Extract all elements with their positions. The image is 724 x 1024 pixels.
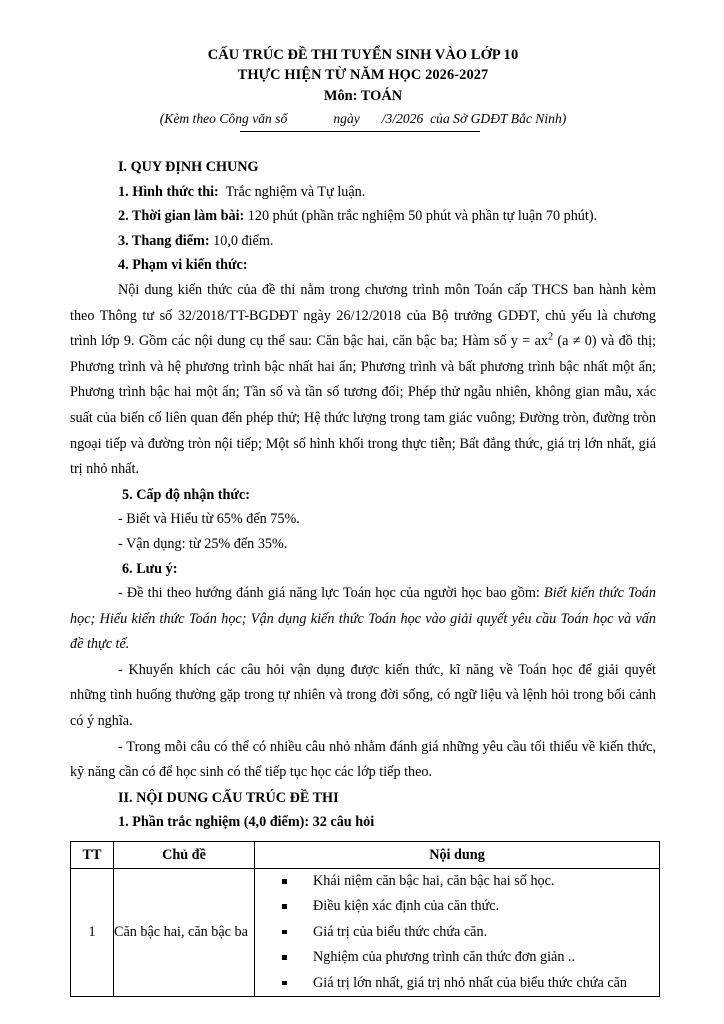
section-heading-i: I. QUY ĐỊNH CHUNG — [118, 159, 259, 175]
list-item: Giá trị lớn nhất, giá trị nhỏ nhất của biểu thức chứa căn — [255, 971, 659, 996]
reference-suffix: của Sở GDĐT Bắc Ninh) — [430, 111, 567, 126]
item-pham-vi-kien-thuc: 4. Phạm vi kiến thức: — [118, 257, 248, 274]
document-body — [70, 155, 656, 997]
reference-date-label: ngày — [333, 111, 360, 126]
table-cell-content — [255, 869, 660, 997]
item-hinh-thuc-thi-label: 1. Hình thức thi: — [118, 183, 219, 200]
list-item: Giá trị của biểu thức chứa căn. — [255, 920, 659, 945]
item-thoi-gian-lam-bai — [70, 204, 656, 229]
document-reference-line — [70, 109, 656, 129]
reference-date-value: /3/2026 — [381, 111, 424, 126]
section-heading-ii: II. NỘI DUNG CẤU TRÚC ĐỀ THI — [118, 789, 339, 806]
reference-fill-in-underline — [240, 131, 480, 132]
list-item: Khái niệm căn bậc hai, căn bậc hai số học. — [255, 869, 659, 894]
item-thang-diem — [70, 229, 656, 254]
note-1-italic: Biết kiến thức Toán học; Hiểu kiến thức Toán học; Vận dụng kiến thức Toán học vào giải quyết yêu cầu Toán học và vấn đề thực tế. — [70, 585, 656, 653]
note-3: - Trong mỗi câu có thể có nhiều câu nhỏ nhằm đánh giá những yêu cầu tối thiểu về kiến thức, kỹ năng cần có để học sinh có thể tiếp tục học các lớp tiếp theo. — [70, 738, 656, 781]
document-title-line-2: THỰC HIỆN TỪ NĂM HỌC 2026-2027 — [237, 66, 489, 83]
item-thoi-gian-label: 2. Thời gian làm bài: — [118, 208, 245, 225]
table-body — [71, 869, 660, 997]
item-hinh-thuc-thi — [70, 180, 656, 205]
table-column-header-tt: TT — [71, 842, 114, 869]
document-title-line-1: CẤU TRÚC ĐỀ THI TUYỂN SINH VÀO LỚP 10 — [207, 47, 519, 63]
scope-paragraph-part-2: (a ≠ 0) và đồ thị; Phương trình và hệ phương trình bậc nhất hai ẩn; Phương trình và bất phương trình bậc nhất một ẩn; Phương trình bậc hai một ẩn; Tần số và tần số tương đối; Phép thử ngẫu nhiên, không gian mẫu, xác suất của biến cố liên quan đến phép thử; Hệ thức lượng trong tam giác vuông; Đường tròn, đường tròn ngoại tiếp và đường tròn nội tiếp; Một số hình khối trong thực tiễn; Bất đẳng thức, giá trị lớn nhất, giá trị nhỏ nhất. — [70, 333, 656, 478]
reference-prefix: (Kèm theo Công văn số — [159, 111, 288, 126]
list-item: Nghiệm của phương trình căn thức đơn giản .. — [255, 945, 659, 970]
note-1 — [70, 581, 656, 658]
note-1-plain: - Đề thi theo hướng đánh giá năng lực Toán học của người học bao gồm: — [118, 585, 545, 602]
table-cell-tt: 1 — [71, 869, 114, 997]
level-van-dung: - Vận dụng: từ 25% đến 35%. — [118, 535, 288, 552]
table-cell-topic: Căn bậc hai, căn bậc ba — [114, 869, 255, 997]
item-luu-y: 6. Lưu ý: — [122, 560, 178, 577]
exam-structure-table — [70, 841, 660, 997]
document-subject: Môn: TOÁN — [323, 88, 403, 104]
item-thoi-gian-value: 120 phút (phần trắc nghiệm 50 phút và phần tự luận 70 phút). — [247, 208, 598, 225]
table-header-row — [71, 842, 660, 869]
scope-paragraph — [70, 278, 656, 483]
scope-paragraph-part-1: Nội dung kiến thức của đề thi nằm trong chương trình môn Toán cấp THCS ban hành kèm theo Thông tư số 32/2018/TT-BGDĐT ngày 26/12/2018 của Bộ trưởng GDĐT, chủ yếu là chương trình lớp 9. Gồm các nội dung cụ thể sau: Căn bậc hai, căn bậc ba; Hàm số y = ax — [70, 281, 656, 350]
table-header — [71, 842, 660, 869]
item-hinh-thuc-thi-value: Trắc nghiệm và Tự luận. — [225, 183, 366, 200]
item-thang-diem-value: 10,0 điểm. — [213, 232, 274, 249]
level-biet-va-hieu: - Biết và Hiểu từ 65% đến 75%. — [118, 511, 300, 528]
table-column-header-content: Nội dung — [255, 842, 660, 869]
list-item: Điều kiện xác định của căn thức. — [255, 894, 659, 919]
table-column-header-topic: Chủ đề — [114, 842, 255, 869]
content-bullet-list — [255, 869, 659, 996]
note-2: - Khuyến khích các câu hỏi vận dụng được kiến thức, kĩ năng về Toán học để giải quyết những tình huống thường gặp trong tự nhiên và trong đời sống, có ngữ liệu và lệnh hỏi trong bối cảnh có ý nghĩa. — [70, 661, 656, 730]
item-thang-diem-label: 3. Thang điểm: — [118, 232, 210, 249]
table-row — [71, 869, 660, 997]
section-ii-subheading: 1. Phần trắc nghiệm (4,0 điểm): 32 câu hỏi — [118, 814, 375, 831]
item-cap-do-nhan-thuc: 5. Cấp độ nhận thức: — [122, 486, 250, 503]
scope-exponent: 2 — [548, 331, 554, 343]
document-header — [70, 46, 656, 129]
